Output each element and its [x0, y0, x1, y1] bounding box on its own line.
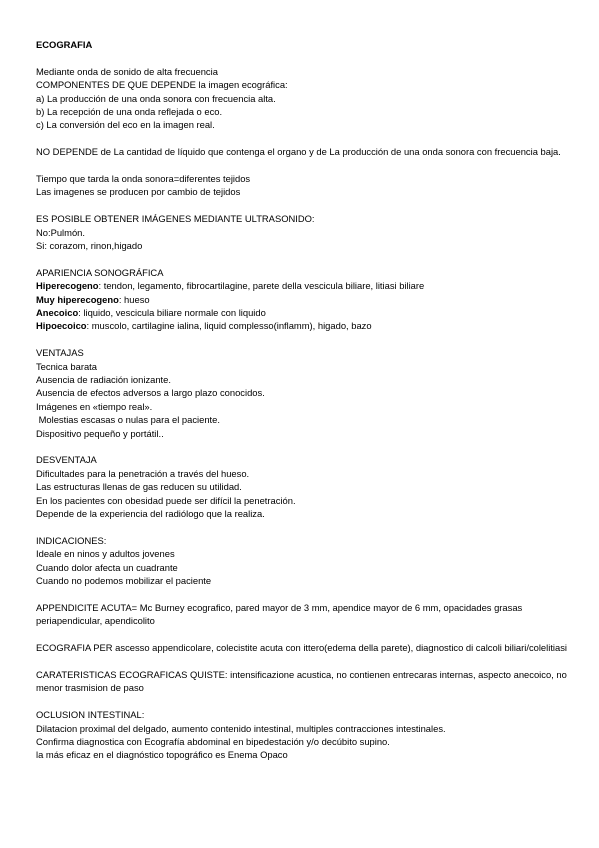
oclusion-item: Confirma diagnostica con Ecografía abdominal en bipedestación y/o decúbito supino.	[36, 735, 390, 747]
appendicite-paragraph: APPENDICITE ACUTA= Mc Burney ecografico, pared mayor de 3 mm, apendice mayor de 6 mm, opacidades grasas periapendicular, apendicolito	[36, 601, 523, 627]
term-description: muscolo, cartilagine ialina, liquid complesso(inflamm), higado, bazo	[91, 320, 372, 332]
quiste-paragraph: CARATERISTICAS ECOGRAFICAS QUISTE: intensificazione acustica, no contienen entrecaras internas, aspecto anecoico, no menor trasmision de paso	[36, 668, 567, 694]
imagenes-line: Las imagenes se producen por cambio de tejidos	[36, 186, 241, 198]
spacer	[36, 333, 576, 346]
indicacion-item: Cuando dolor afecta un cuadrante	[36, 561, 178, 573]
term-separator: :	[118, 293, 125, 305]
term-separator: :	[78, 307, 84, 319]
ecografia-per-paragraph: ECOGRAFIA PER ascesso appendicolare, colecistite acuta con ittero(edema della parete), diagnostico di calcoli biliari/colelitiasi	[36, 642, 567, 654]
document-title: ECOGRAFIA	[36, 39, 93, 50]
term-label: Hipoecoico	[36, 320, 87, 332]
desventaja-item: Dificultades para la penetración a través del hueso.	[36, 467, 250, 479]
term-description: tendon, legamento, fibrocartilagine, parete della vescicula biliare, litiasi biliare	[103, 280, 425, 292]
desventaja-item: En los pacientes con obesidad puede ser difícil la penetración.	[36, 494, 296, 506]
term-description: hueso	[124, 293, 150, 305]
ventaja-item: Ausencia de radiación ionizante.	[36, 374, 171, 386]
component-c: c) La conversión del eco en la imagen real.	[36, 119, 215, 131]
intro-line: Mediante onda de sonido de alta frecuencia	[36, 65, 218, 77]
apariencia-item	[36, 293, 576, 306]
posible-heading: ES POSIBLE OBTENER IMÁGENES MEDIANTE ULTRASONIDO:	[36, 213, 315, 225]
component-a: a) La producción de una onda sonora con frecuencia alta.	[36, 92, 276, 104]
term-label: Hiperecogeno	[36, 280, 99, 292]
oclusion-item: la más eficaz en el diagnóstico topográfico es Enema Opaco	[36, 749, 288, 761]
ventaja-item: Tecnica barata	[36, 360, 97, 372]
tiempo-line: Tiempo que tarda la onda sonora=diferentes tejidos	[36, 173, 251, 184]
no-depende-paragraph: NO DEPENDE de La cantidad de líquido que contenga el organo y de La producción de una onda sonora con frecuencia baja.	[36, 146, 561, 158]
apariencia-item	[36, 319, 576, 332]
ventaja-item: Dispositivo pequeño y portátil..	[36, 427, 164, 439]
apariencia-item	[36, 279, 576, 292]
desventaja-heading: DESVENTAJA	[36, 454, 97, 466]
oclusion-item: Dilatacion proximal del delgado, aumento contenido intestinal, multiples contracciones intestinales.	[36, 722, 446, 734]
ventaja-item: Ausencia de efectos adversos a largo plazo conocidos.	[36, 387, 265, 399]
spacer	[36, 628, 576, 641]
apariencia-heading: APARIENCIA SONOGRÁFICA	[36, 266, 164, 278]
indicaciones-heading: INDICACIONES:	[36, 534, 107, 546]
term-separator: :	[98, 280, 104, 292]
desventaja-item: Las estructuras llenas de gas reducen su utilidad.	[36, 481, 242, 493]
spacer	[36, 695, 576, 708]
component-b: b) La recepción de una onda reflejada o eco.	[36, 106, 223, 117]
spacer	[36, 440, 576, 453]
ventajas-heading: VENTAJAS	[36, 347, 84, 359]
posible-no: No:Pulmón.	[36, 226, 85, 238]
spacer	[36, 252, 576, 265]
spacer	[36, 199, 576, 212]
spacer	[36, 159, 576, 172]
apariencia-item	[36, 306, 576, 319]
ventaja-item: Molestias escasas o nulas para el paciente.	[36, 414, 220, 426]
spacer	[36, 51, 576, 64]
indicacion-item: Cuando no podemos mobilizar el paciente	[36, 575, 212, 587]
desventaja-item: Depende de la experiencia del radiólogo que la realiza.	[36, 508, 265, 520]
indicacion-item: Ideale en ninos y adultos jovenes	[36, 548, 175, 560]
term-label: Anecoico	[36, 307, 79, 319]
term-separator: :	[86, 320, 92, 332]
spacer	[36, 655, 576, 668]
ventaja-item: Imágenes en «tiempo real».	[36, 400, 153, 412]
term-label: Muy hiperecogeno	[36, 293, 119, 305]
components-heading: COMPONENTES DE QUE DEPENDE la imagen ecográfica:	[36, 79, 288, 91]
posible-si: Si: corazom, rinon,higado	[36, 240, 143, 252]
spacer	[36, 132, 576, 145]
spacer	[36, 521, 576, 534]
term-description: liquido, vescicula biliare normale con liquido	[83, 307, 266, 319]
spacer	[36, 588, 576, 601]
oclusion-heading: OCLUSION INTESTINAL:	[36, 709, 145, 721]
document-page	[36, 38, 576, 762]
